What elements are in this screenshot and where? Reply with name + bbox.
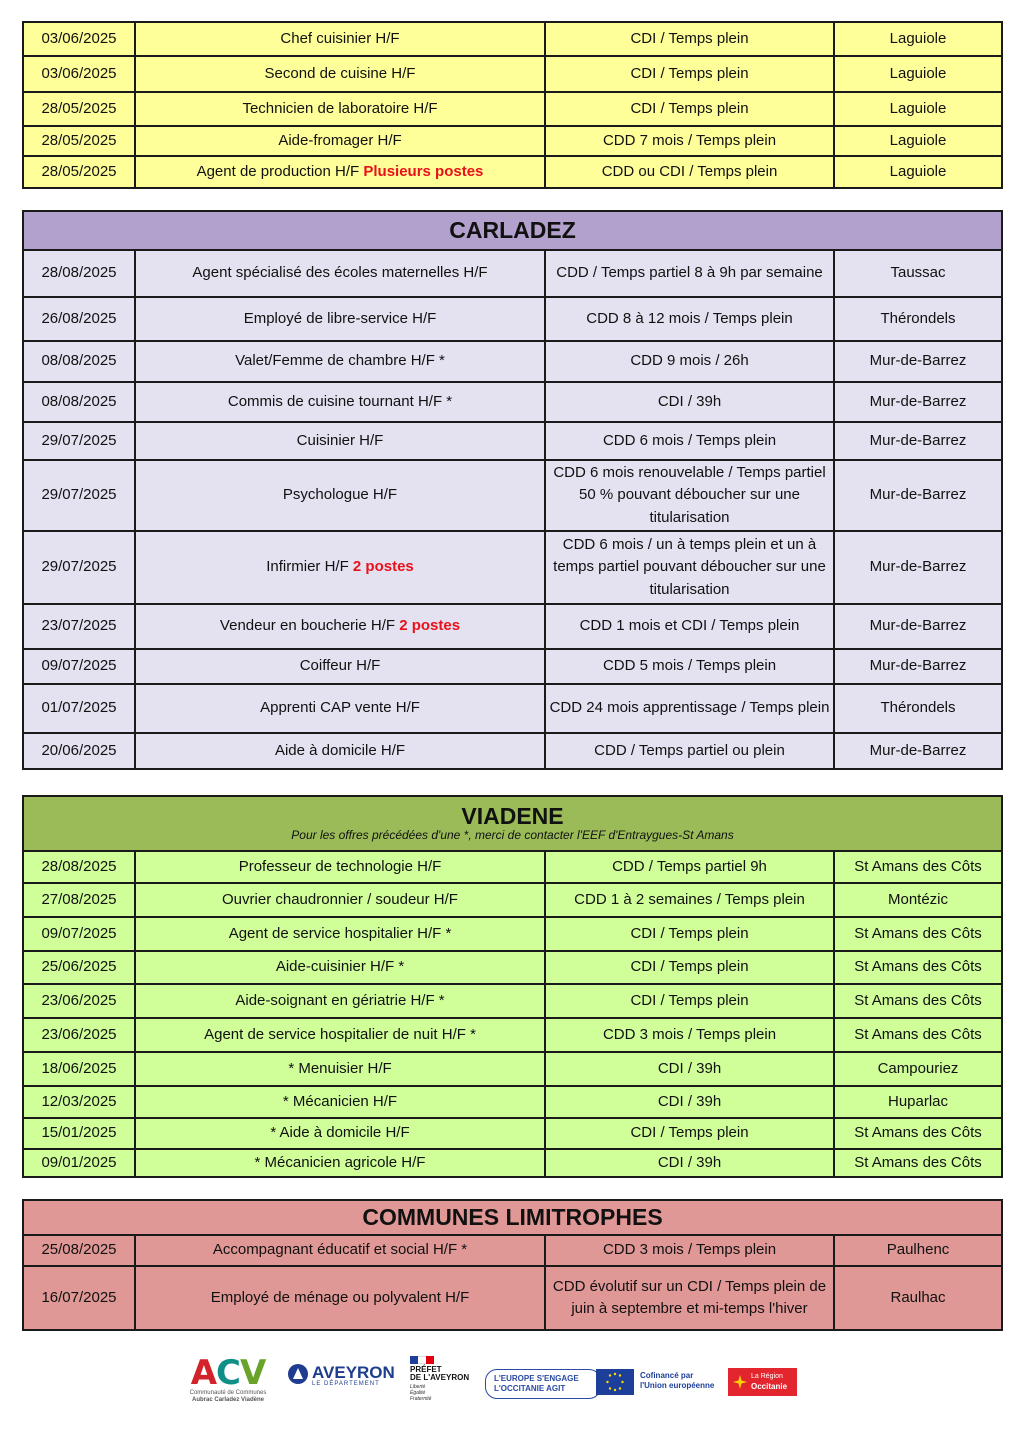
- contract-cell: CDD 6 mois renouvelable / Temps partiel 50 % pouvant déboucher sur une titularisation: [545, 460, 834, 531]
- contract-cell: CDI / Temps plein: [545, 951, 834, 984]
- date-cell: 15/01/2025: [23, 1118, 135, 1149]
- section-header-row: [23, 211, 1002, 250]
- location-cell: Mur-de-Barrez: [834, 733, 1002, 769]
- table-row: [23, 984, 1002, 1018]
- job-title-cell: [135, 126, 545, 156]
- date-cell: 28/05/2025: [23, 92, 135, 126]
- job-title: Chef cuisinier H/F: [280, 29, 400, 47]
- job-title-cell: [135, 951, 545, 984]
- section-header: [23, 1200, 1002, 1235]
- job-title: * Menuisier H/F: [288, 1059, 392, 1077]
- date-cell: 09/07/2025: [23, 917, 135, 951]
- date-cell: 16/07/2025: [23, 1266, 135, 1330]
- job-title-cell: [135, 341, 545, 382]
- job-title: Employé de ménage ou polyvalent H/F: [210, 1288, 470, 1306]
- contract-cell: CDI / 39h: [545, 382, 834, 422]
- table-row: [23, 1018, 1002, 1052]
- occitanie-region-logo: La Région Occitanie: [728, 1368, 797, 1396]
- table-row: [23, 22, 1002, 56]
- table-row: [23, 297, 1002, 341]
- date-cell: 12/03/2025: [23, 1086, 135, 1118]
- location-cell: St Amans des Côts: [834, 1118, 1002, 1149]
- contract-cell: CDD 6 mois / Temps plein: [545, 422, 834, 460]
- location-cell: Campouriez: [834, 1052, 1002, 1086]
- date-cell: 26/08/2025: [23, 297, 135, 341]
- location-cell: Laguiole: [834, 126, 1002, 156]
- contract-cell: CDD 9 mois / 26h: [545, 341, 834, 382]
- contract-cell: CDD 24 mois apprentissage / Temps plein: [545, 684, 834, 733]
- date-cell: 28/08/2025: [23, 851, 135, 883]
- date-cell: 08/08/2025: [23, 382, 135, 422]
- contract-cell: CDD 1 mois et CDI / Temps plein: [545, 604, 834, 649]
- job-title-cell: [135, 684, 545, 733]
- location-cell: Raulhac: [834, 1266, 1002, 1330]
- french-flag-icon: [410, 1356, 434, 1364]
- date-cell: 23/06/2025: [23, 1018, 135, 1052]
- table-row: [23, 1235, 1002, 1266]
- occitan-cross-icon: [732, 1374, 748, 1390]
- table-row: [23, 250, 1002, 297]
- table-row: [23, 341, 1002, 382]
- location-cell: Laguiole: [834, 156, 1002, 188]
- table-row: [23, 1118, 1002, 1149]
- date-cell: 20/06/2025: [23, 733, 135, 769]
- location-cell: Laguiole: [834, 22, 1002, 56]
- location-cell: St Amans des Côts: [834, 951, 1002, 984]
- table-row: [23, 851, 1002, 883]
- eu-cofinance-logo: Cofinancé par l'Union européenne: [596, 1369, 726, 1395]
- table-row: [23, 126, 1002, 156]
- job-title-cell: [135, 22, 545, 56]
- job-title: Aide-fromager H/F: [278, 131, 402, 149]
- location-cell: Thérondels: [834, 684, 1002, 733]
- date-cell: 23/07/2025: [23, 604, 135, 649]
- table-row: [23, 733, 1002, 769]
- location-cell: St Amans des Côts: [834, 917, 1002, 951]
- table-row: [23, 156, 1002, 188]
- partner-logos: ACV Communauté de Communes Aubrac Carladez Viadène AVEYRON LE DÉPARTEMENT PRÉFET DE L'AVEYRON Liberté Égalité Fraternité L'EUROPE S'ENGAGE L'OCCITANIE AGIT Cofinancé par l'Union européenne La Région Occitanie: [0, 1356, 1024, 1416]
- location-cell: Paulhenc: [834, 1235, 1002, 1266]
- job-title: Commis de cuisine tournant H/F *: [227, 392, 453, 410]
- positions-count-highlight: 2 postes: [352, 558, 414, 576]
- job-title-cell: [135, 883, 545, 917]
- aveyron-emblem-icon: [288, 1364, 308, 1384]
- europe-occitanie-logo: L'EUROPE S'ENGAGE L'OCCITANIE AGIT: [485, 1369, 601, 1399]
- section-header-row: [23, 1200, 1002, 1235]
- date-cell: 28/05/2025: [23, 126, 135, 156]
- location-cell: St Amans des Côts: [834, 984, 1002, 1018]
- contract-cell: CDD / Temps partiel 8 à 9h par semaine: [545, 250, 834, 297]
- job-title: Coiffeur H/F: [299, 657, 381, 675]
- job-title-cell: [135, 851, 545, 883]
- location-cell: Laguiole: [834, 92, 1002, 126]
- section-title: COMMUNES LIMITROPHES: [362, 1204, 663, 1231]
- offers-table-carladez: [22, 210, 1003, 770]
- section-title: VIADENE: [461, 803, 564, 830]
- section-note: Pour les offres précédées d'une *, merci de contacter l'EEF d'Entraygues-St Amans: [291, 827, 734, 842]
- section-title: CARLADEZ: [449, 217, 576, 244]
- table-row: [23, 92, 1002, 126]
- job-title-cell: [135, 984, 545, 1018]
- location-cell: Mur-de-Barrez: [834, 341, 1002, 382]
- table-row: [23, 1052, 1002, 1086]
- job-title-cell: [135, 1086, 545, 1118]
- table-row: [23, 917, 1002, 951]
- section-header-row: [23, 796, 1002, 851]
- contract-cell: CDD 8 à 12 mois / Temps plein: [545, 297, 834, 341]
- date-cell: 29/07/2025: [23, 422, 135, 460]
- contract-cell: CDI / Temps plein: [545, 56, 834, 92]
- job-title: Aide à domicile H/F: [274, 741, 406, 759]
- date-cell: 28/08/2025: [23, 250, 135, 297]
- job-title-cell: [135, 917, 545, 951]
- job-title-cell: [135, 382, 545, 422]
- job-title: Accompagnant éducatif et social H/F *: [212, 1241, 468, 1259]
- contract-cell: CDD 3 mois / Temps plein: [545, 1018, 834, 1052]
- date-cell: 03/06/2025: [23, 22, 135, 56]
- table-row: [23, 531, 1002, 604]
- table-row: [23, 684, 1002, 733]
- date-cell: 23/06/2025: [23, 984, 135, 1018]
- job-title: Psychologue H/F: [282, 486, 398, 504]
- job-title-cell: [135, 604, 545, 649]
- location-cell: St Amans des Côts: [834, 851, 1002, 883]
- date-cell: 25/06/2025: [23, 951, 135, 984]
- job-title-cell: [135, 531, 545, 604]
- job-title-cell: [135, 56, 545, 92]
- table-row: [23, 1149, 1002, 1177]
- job-title-cell: [135, 1018, 545, 1052]
- contract-cell: CDI / Temps plein: [545, 984, 834, 1018]
- contract-cell: CDD ou CDI / Temps plein: [545, 156, 834, 188]
- contract-cell: CDD évolutif sur un CDI / Temps plein de juin à septembre et mi-temps l'hiver: [545, 1266, 834, 1330]
- job-title: Cuisinier H/F: [296, 431, 384, 449]
- job-title-cell: [135, 156, 545, 188]
- job-title: Aide-cuisinier H/F *: [275, 958, 405, 976]
- contract-cell: CDD 6 mois / un à temps plein et un à temps partiel pouvant déboucher sur une titularisation: [545, 531, 834, 604]
- location-cell: Mur-de-Barrez: [834, 422, 1002, 460]
- job-title: * Mécanicien agricole H/F: [254, 1153, 426, 1171]
- location-cell: Mur-de-Barrez: [834, 460, 1002, 531]
- prefet-logo: PRÉFET DE L'AVEYRON Liberté Égalité Fraternité: [410, 1356, 480, 1402]
- contract-cell: CDI / Temps plein: [545, 92, 834, 126]
- offers-table-laguiole: [22, 21, 1003, 189]
- location-cell: St Amans des Côts: [834, 1149, 1002, 1177]
- job-title: Infirmier H/F: [266, 558, 349, 576]
- acv-logo: ACV Communauté de Communes Aubrac Carladez Viadène: [189, 1353, 267, 1403]
- contract-cell: CDD 1 à 2 semaines / Temps plein: [545, 883, 834, 917]
- job-title: Agent de service hospitalier de nuit H/F *: [204, 1025, 476, 1043]
- positions-count-highlight: 2 postes: [399, 617, 461, 635]
- table-row: [23, 604, 1002, 649]
- table-row: [23, 649, 1002, 684]
- job-title-cell: [135, 297, 545, 341]
- table-row: [23, 951, 1002, 984]
- positions-count-highlight: Plusieurs postes: [363, 162, 484, 180]
- job-title: Professeur de technologie H/F: [238, 857, 442, 875]
- table-row: [23, 460, 1002, 531]
- table-row: [23, 382, 1002, 422]
- job-title: Ouvrier chaudronnier / soudeur H/F: [222, 890, 458, 908]
- job-title-cell: [135, 733, 545, 769]
- job-title: Agent spécialisé des écoles maternelles H/F: [192, 264, 488, 282]
- date-cell: 03/06/2025: [23, 56, 135, 92]
- section-header: [23, 796, 1002, 851]
- offers-table-communes-limitrophes: [22, 1199, 1003, 1331]
- date-cell: 28/05/2025: [23, 156, 135, 188]
- date-cell: 25/08/2025: [23, 1235, 135, 1266]
- contract-cell: CDI / Temps plein: [545, 917, 834, 951]
- eu-flag-icon: [596, 1369, 634, 1395]
- job-title: * Aide à domicile H/F: [270, 1124, 410, 1142]
- contract-cell: CDI / 39h: [545, 1052, 834, 1086]
- job-title: Employé de libre-service H/F: [243, 309, 437, 327]
- date-cell: 18/06/2025: [23, 1052, 135, 1086]
- table-row: [23, 422, 1002, 460]
- date-cell: 29/07/2025: [23, 531, 135, 604]
- job-title: Aide-soignant en gériatrie H/F *: [235, 991, 445, 1009]
- location-cell: Laguiole: [834, 56, 1002, 92]
- job-title-cell: [135, 1235, 545, 1266]
- job-title: Agent de production H/F: [196, 162, 360, 180]
- job-title-cell: [135, 92, 545, 126]
- contract-cell: CDD / Temps partiel 9h: [545, 851, 834, 883]
- contract-cell: CDI / 39h: [545, 1086, 834, 1118]
- job-title: Agent de service hospitalier H/F *: [228, 924, 452, 942]
- job-title-cell: [135, 649, 545, 684]
- section-header: [23, 211, 1002, 250]
- contract-cell: CDI / Temps plein: [545, 22, 834, 56]
- location-cell: Montézic: [834, 883, 1002, 917]
- date-cell: 09/01/2025: [23, 1149, 135, 1177]
- date-cell: 29/07/2025: [23, 460, 135, 531]
- job-title: Second de cuisine H/F: [264, 64, 416, 82]
- contract-cell: CDI / 39h: [545, 1149, 834, 1177]
- location-cell: Taussac: [834, 250, 1002, 297]
- job-title-cell: [135, 422, 545, 460]
- date-cell: 01/07/2025: [23, 684, 135, 733]
- contract-cell: CDD 5 mois / Temps plein: [545, 649, 834, 684]
- location-cell: Thérondels: [834, 297, 1002, 341]
- job-title: Valet/Femme de chambre H/F *: [235, 352, 445, 370]
- location-cell: Mur-de-Barrez: [834, 649, 1002, 684]
- job-title-cell: [135, 250, 545, 297]
- location-cell: Mur-de-Barrez: [834, 531, 1002, 604]
- contract-cell: CDI / Temps plein: [545, 1118, 834, 1149]
- location-cell: Mur-de-Barrez: [834, 382, 1002, 422]
- date-cell: 27/08/2025: [23, 883, 135, 917]
- job-title-cell: [135, 1052, 545, 1086]
- table-row: [23, 1266, 1002, 1330]
- job-title: Apprenti CAP vente H/F: [260, 699, 420, 717]
- job-title-cell: [135, 1118, 545, 1149]
- table-row: [23, 56, 1002, 92]
- job-title-cell: [135, 1149, 545, 1177]
- job-title: Vendeur en boucherie H/F: [219, 617, 396, 635]
- job-title-cell: [135, 1266, 545, 1330]
- offers-table-viadene: [22, 795, 1003, 1178]
- contract-cell: CDD 3 mois / Temps plein: [545, 1235, 834, 1266]
- location-cell: Mur-de-Barrez: [834, 604, 1002, 649]
- job-title: * Mécanicien H/F: [282, 1092, 398, 1110]
- job-title-cell: [135, 460, 545, 531]
- location-cell: Huparlac: [834, 1086, 1002, 1118]
- date-cell: 08/08/2025: [23, 341, 135, 382]
- job-title: Technicien de laboratoire H/F: [242, 99, 438, 117]
- table-row: [23, 1086, 1002, 1118]
- contract-cell: CDD / Temps partiel ou plein: [545, 733, 834, 769]
- contract-cell: CDD 7 mois / Temps plein: [545, 126, 834, 156]
- date-cell: 09/07/2025: [23, 649, 135, 684]
- table-row: [23, 883, 1002, 917]
- location-cell: St Amans des Côts: [834, 1018, 1002, 1052]
